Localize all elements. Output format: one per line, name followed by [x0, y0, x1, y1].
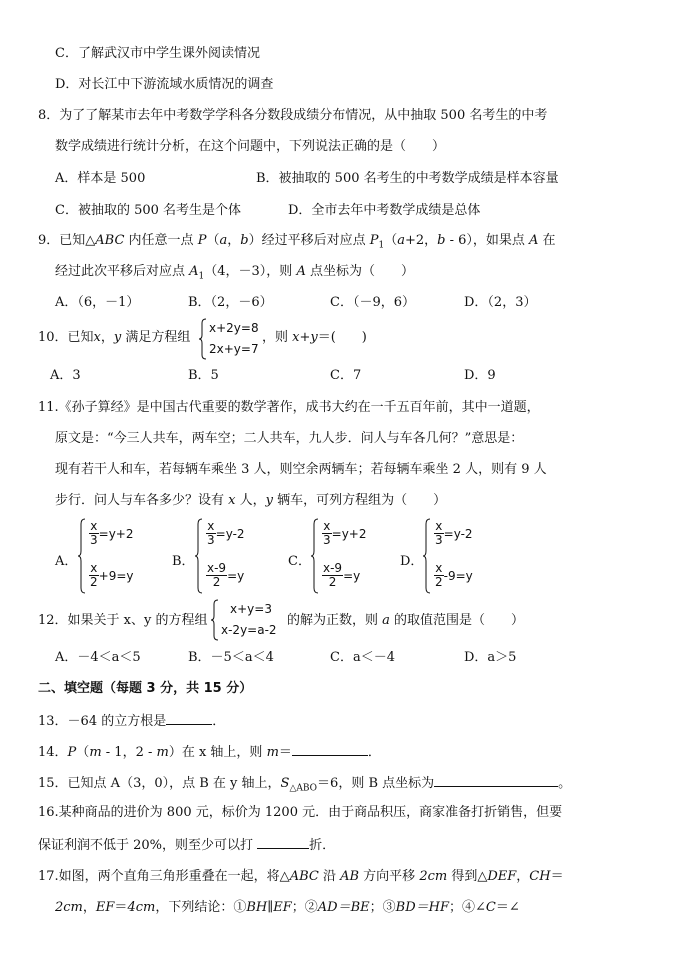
section-heading-fill-in: 二、填空题（每题 3 分，共 15 分）: [38, 681, 253, 696]
answer-blank[interactable]: [434, 774, 558, 787]
left-brace-icon: [422, 518, 432, 594]
answer-blank[interactable]: [257, 836, 309, 849]
q16-stem-line1: 16.某种商品的进价为 800 元，标价为 1200 元．由于商品积压，商家准备打折销售，但要: [38, 805, 563, 820]
q12-option-c: C．a＜－4: [330, 650, 395, 665]
q12-eq1: x+y=3: [230, 602, 272, 616]
q15: 15．已知点 A（3，0），点 B 在 y 轴上，$S_{\triangle ABO}=6$，则 B 点坐标为 。: [38, 776, 572, 794]
left-brace-icon: [194, 518, 204, 594]
q8-stem-line1: 8．为了了解某市去年中考数学学科各分数段成绩分布情况，从中抽取 500 名考生的中考: [38, 108, 548, 123]
answer-blank[interactable]: [166, 712, 212, 725]
q11-option-b: B． $\frac{x}{3}$ =y-2 $\frac{x-9}{2}$ =y: [172, 518, 282, 594]
q11-option-c: C． $\frac{x}{3}$ =y+2 $\frac{x-9}{2}$ =y: [288, 518, 398, 594]
q9-option-b: B．（2，－6）: [188, 295, 273, 310]
q10-option-a: A．3: [50, 368, 81, 383]
q10-eq1: x+2y=8: [209, 321, 259, 335]
left-brace-icon: [210, 599, 220, 641]
q8-option-d: D．全市去年中考数学成绩是总体: [288, 203, 481, 218]
q9-option-d: D．（2，3）: [464, 295, 537, 310]
q11-option-a: A． $\frac{x}{3}$ =y+2 $\frac{x}{2}$ +9=y: [55, 518, 165, 594]
q17-stem-line1: 17.如图，两个直角三角形重叠在一起，将△ABC 沿 AB 方向平移 2cm 得到△DEF，CH＝: [38, 869, 564, 884]
q10-option-c: C．7: [330, 368, 362, 383]
q10-eq2: 2x+y=7: [209, 342, 259, 356]
q9-stem-line1: 9．已知△ABC 内任意一点 P（a，b）经过平移后对应点 $P_1(a+2$，b - 6），如果点 A 在: [38, 233, 556, 251]
q12-eq2: x-2y=a-2: [221, 623, 277, 637]
q12-option-b: B．－5＜a＜4: [188, 650, 274, 665]
q10-option-d: D．9: [464, 368, 496, 383]
q8-option-b: B．被抽取的 500 名考生的中考数学成绩是样本容量: [256, 171, 559, 186]
q12-option-a: A．－4＜a＜5: [55, 650, 141, 665]
q9-stem-line2: 经过此次平移后对应点 $A_1(4$，－3），则 A 点坐标为（ ）: [55, 264, 414, 282]
q9-option-c: C．（－9，6）: [330, 295, 415, 310]
q12-stem-post: 的解为正数，则 a 的取值范围是（ ）: [287, 613, 525, 628]
left-brace-icon: [310, 518, 320, 594]
q7-option-d: D．对长江中下游流域水质情况的调查: [55, 77, 274, 92]
q8-option-a: A．样本是 500: [55, 171, 146, 186]
q12-stem-pre: 12．如果关于 x、y 的方程组: [38, 613, 208, 628]
q12-option-d: D．a＞5: [464, 650, 517, 665]
q10-option-b: B．5: [188, 368, 219, 383]
q11-option-d: D． $\frac{x}{3}$ =y-2 $\frac{x}{2}$ -9=y: [400, 518, 510, 594]
q7-option-c: C．了解武汉市中学生课外阅读情况: [55, 46, 260, 61]
q11-stem-line3: 现有若干人和车，若每辆车乘坐 3 人，则空余两辆车；若每辆车乘坐 2 人，则有 9 人: [55, 462, 547, 477]
q12-equation-system: [210, 599, 290, 641]
q9-option-a: A．（6，－1）: [55, 295, 140, 310]
q11-stem-line2: 原文是：“今三人共车，两车空；二人共车，九人步．问人与车各几何？”意思是：: [55, 431, 524, 446]
q11-stem-line1: 11.《孙子算经》是中国古代重要的数学著作，成书大约在一千五百年前，其中一道题，: [38, 400, 540, 415]
q10-equation-system: [198, 318, 262, 360]
q17-stem-line2: 2cm，EF＝4cm，下列结论：①BH∥EF；②AD＝BE；③BD＝HF；④∠C＝∠: [55, 900, 520, 915]
q16-stem-line2: 保证利润不低于 20%，则至少可以打 折．: [38, 838, 336, 853]
q13: 13．－64 的立方根是 ．: [38, 714, 226, 729]
left-brace-icon: [77, 518, 87, 594]
q8-stem-line2: 数学成绩进行统计分析，在这个问题中，下列说法正确的是（ ）: [55, 139, 446, 154]
q10-stem-pre: 10．已知x，y 满足方程组: [38, 330, 191, 345]
q11-stem-line4: 步行．问人与车各多少？设有 x 人，y 辆车，可列方程组为（ ）: [55, 493, 447, 508]
left-brace-icon: [198, 318, 208, 360]
q10-stem-post: ，则 x+y＝( ): [262, 330, 367, 345]
q8-option-c: C．被抽取的 500 名考生是个体: [55, 203, 242, 218]
q14: 14．P（m - 1，2 - m）在 x 轴上，则 m＝ ．: [38, 745, 381, 760]
answer-blank[interactable]: [292, 743, 368, 756]
